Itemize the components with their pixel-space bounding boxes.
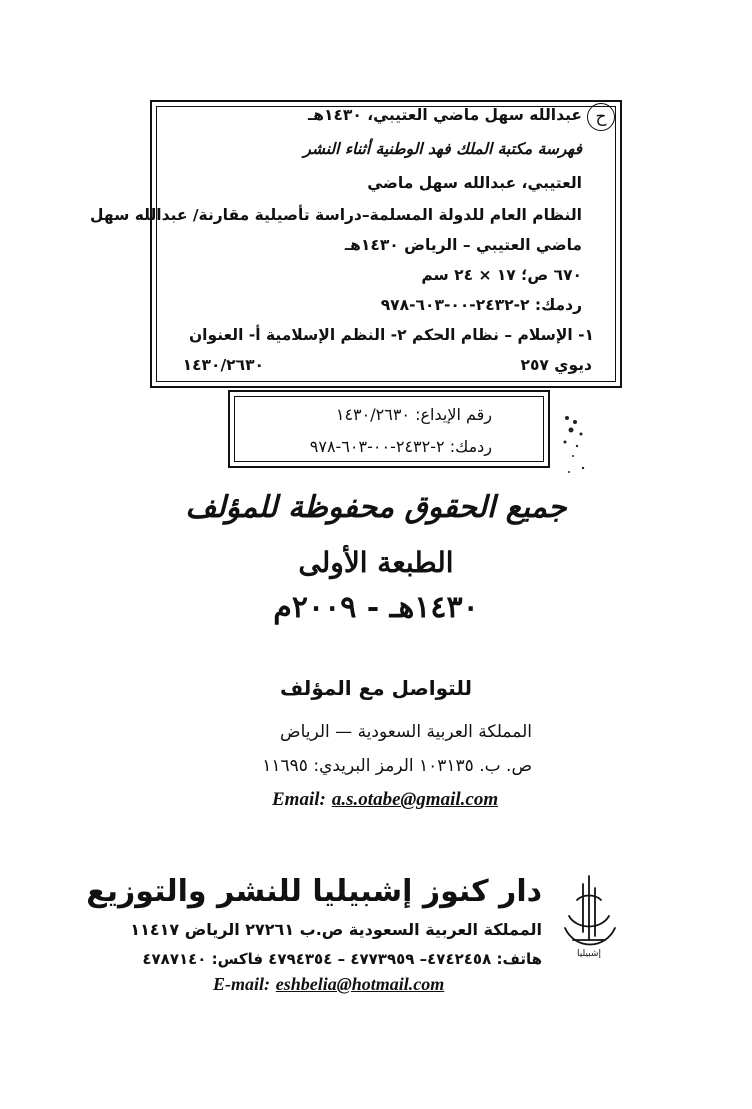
publisher-phones: هاتف: ٤٧٤٢٤٥٨– ٤٧٧٣٩٥٩ – ٤٧٩٤٣٥٤ فاكس: ٤٧٨٧١٤٠ — [142, 950, 542, 968]
stamp-icon — [555, 408, 595, 483]
publisher-email-label: E-mail: — [213, 974, 270, 994]
edition-date: ١٤٣٠هـ - ٢٠٠٩م — [273, 590, 479, 625]
deposit-isbn: ردمك: ٢-٢٤٣٢-٠٠-٦٠٣-٩٧٨ — [309, 437, 492, 456]
copyright-notice: جميع الحقوق محفوظة للمؤلف — [185, 490, 567, 525]
cip-title-line: النظام العام للدولة المسلمة–دراسة تأصيلية مقارنة/ عبدالله سهل — [90, 206, 582, 224]
publisher-logo-icon — [555, 870, 623, 960]
cip-deposit-corner: ١٤٣٠/٢٦٣٠ — [182, 356, 264, 374]
cip-marker: ح — [587, 103, 615, 131]
contact-pobox: ص. ب. ١٠٣١٣٥ الرمز البريدي: ١١٦٩٥ — [262, 756, 532, 776]
publisher-email-link[interactable]: eshbelia@hotmail.com — [275, 974, 445, 994]
cip-isbn-line: ردمك: ٢-٢٤٣٢-٠٠-٦٠٣-٩٧٨ — [380, 296, 582, 314]
cip-name-line: العتيبي، عبدالله سهل ماضي — [367, 174, 582, 192]
cip-subjects-line: ١- الإسلام – نظام الحكم ٢- النظم الإسلامية أ- العنوان — [188, 326, 594, 344]
author-email-link[interactable]: a.s.otabe@gmail.com — [331, 789, 499, 810]
publisher-logo-text: إشبيليا — [577, 949, 601, 959]
edition-label: الطبعة الأولى — [298, 546, 454, 579]
cip-title-cont-line: ماضي العتيبي – الرياض ١٤٣٠هـ — [344, 236, 582, 254]
cip-author-line: عبدالله سهل ماضي العتيبي، ١٤٣٠هـ — [307, 106, 582, 124]
author-email-label: Email: — [272, 789, 326, 810]
contact-heading: للتواصل مع المؤلف — [279, 676, 473, 700]
publisher-address: المملكة العربية السعودية ص.ب ٢٧٢٦١ الرياض ١١٤١٧ — [130, 920, 542, 939]
publisher-name: دار كنوز إشبيليا للنشر والتوزيع — [86, 874, 542, 909]
contact-country: المملكة العربية السعودية — الرياض — [280, 722, 532, 742]
cip-catalog-line: فهرسة مكتبة الملك فهد الوطنية أثناء النشر — [303, 140, 582, 158]
deposit-number: رقم الإيداع: ١٤٣٠/٢٦٣٠ — [335, 405, 492, 424]
deposit-box — [228, 390, 550, 468]
cip-dewey-line: ديوي ٢٥٧ — [520, 356, 592, 374]
cip-pages-line: ٦٧٠ ص؛ ١٧ × ٢٤ سم — [421, 266, 582, 284]
